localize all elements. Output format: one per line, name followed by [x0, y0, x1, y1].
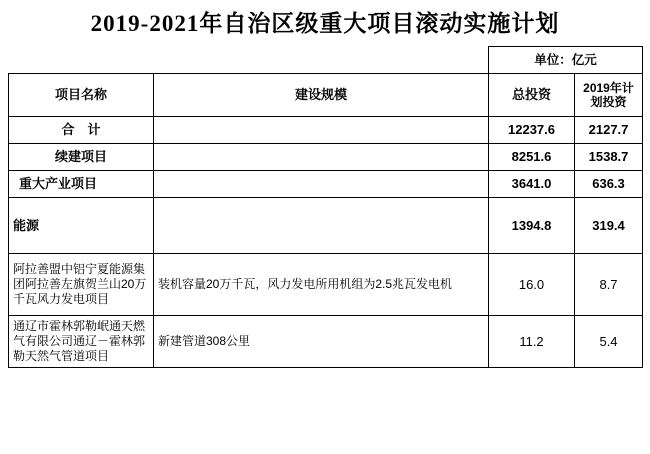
row-total-project-2: 11.2 [489, 316, 575, 368]
row-plan2019-major-industry: 636.3 [575, 171, 643, 198]
unit-note: 单位：亿元 [489, 47, 643, 74]
row-scale-total [154, 117, 489, 144]
row-plan2019-project-2: 5.4 [575, 316, 643, 368]
table-row [9, 254, 643, 316]
row-plan2019-ongoing: 1538.7 [575, 144, 643, 171]
row-label-ongoing: 续建项目 [9, 144, 154, 171]
table-row [9, 117, 643, 144]
row-label-project-2: 通辽市霍林郭勒岷通天燃气有限公司通辽－霍林郭勒天然气管道项目 [9, 316, 154, 368]
row-total-ongoing: 8251.6 [489, 144, 575, 171]
row-label-energy: 能源 [9, 198, 154, 254]
header-plan-2019: 2019年计划投资 [575, 74, 643, 117]
table-header-row [9, 74, 643, 117]
plan-table [8, 46, 643, 368]
row-label-project-1: 阿拉善盟中铝宁夏能源集团阿拉善左旗贺兰山20万千瓦风力发电项目 [9, 254, 154, 316]
page-title: 2019-2021年自治区级重大项目滚动实施计划 [90, 11, 560, 36]
row-plan2019-project-1: 8.7 [575, 254, 643, 316]
table-row [9, 171, 643, 198]
row-plan2019-energy: 319.4 [575, 198, 643, 254]
header-total-investment: 总投资 [489, 74, 575, 117]
unit-note-row [9, 47, 643, 74]
header-scale: 建设规模 [154, 74, 489, 117]
row-total-total: 12237.6 [489, 117, 575, 144]
table-row [9, 144, 643, 171]
row-scale-project-1: 装机容量20万千瓦，风力发电所用机组为2.5兆瓦发电机 [154, 254, 489, 316]
row-plan2019-total: 2127.7 [575, 117, 643, 144]
header-project-name: 项目名称 [9, 74, 154, 117]
row-scale-major-industry [154, 171, 489, 198]
unit-spacer-2 [154, 47, 489, 74]
table-row [9, 316, 643, 368]
unit-spacer-1 [9, 47, 154, 74]
row-label-major-industry: 重大产业项目 [9, 171, 154, 198]
row-total-project-1: 16.0 [489, 254, 575, 316]
row-total-energy: 1394.8 [489, 198, 575, 254]
table-row [9, 198, 643, 254]
row-scale-energy [154, 198, 489, 254]
row-total-major-industry: 3641.0 [489, 171, 575, 198]
row-scale-project-2: 新建管道308公里 [154, 316, 489, 368]
row-label-total: 合 计 [9, 117, 154, 144]
row-scale-ongoing [154, 144, 489, 171]
